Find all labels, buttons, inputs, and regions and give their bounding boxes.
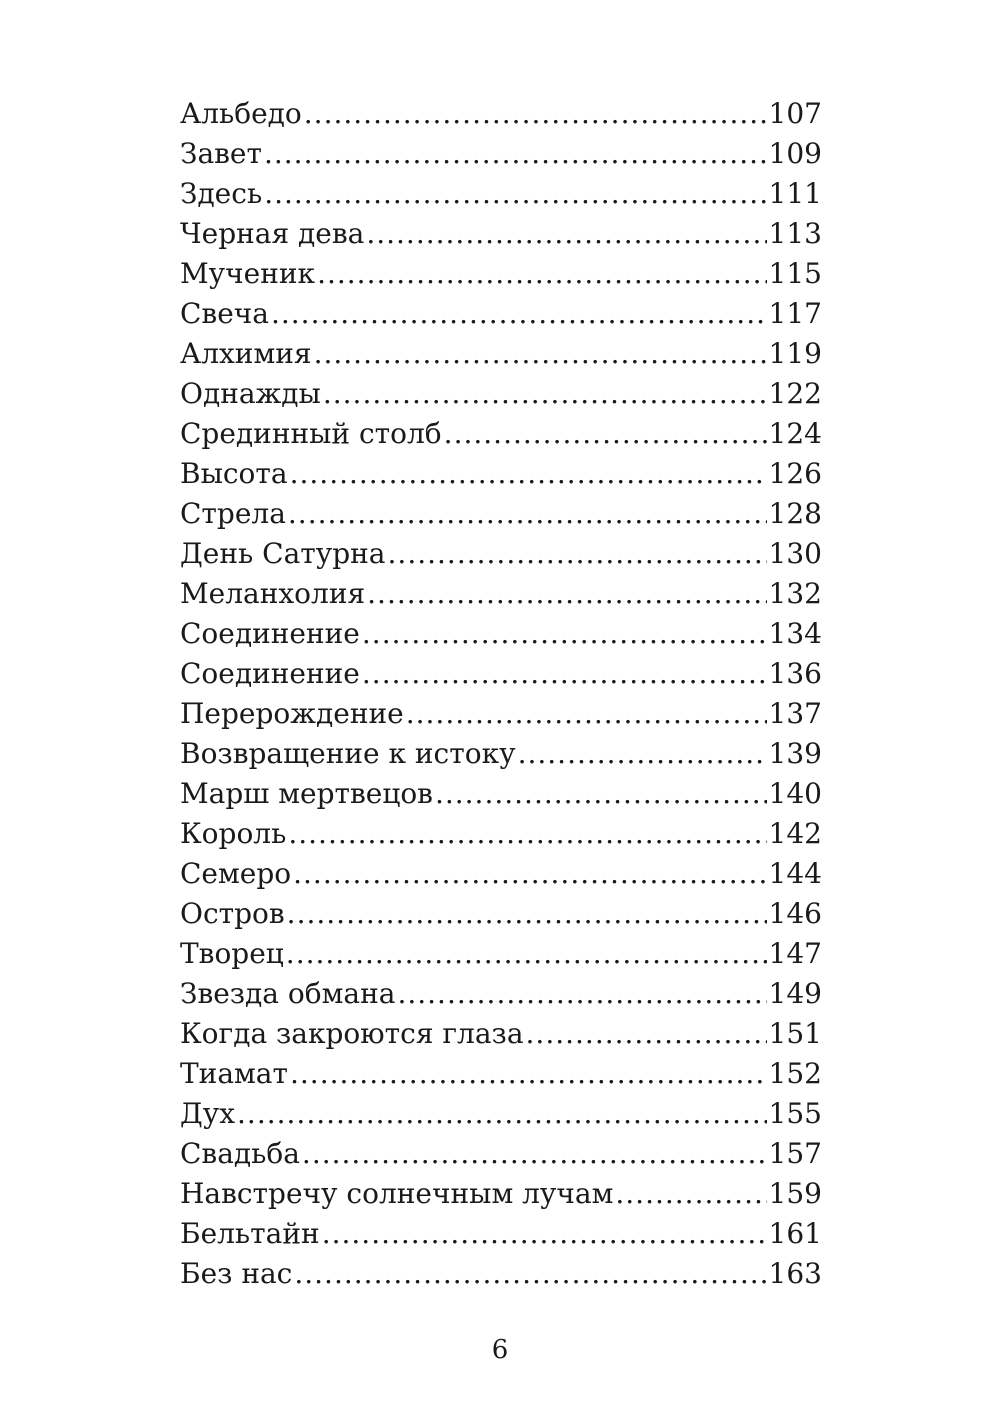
toc-entry-page: 124: [768, 417, 822, 450]
toc-entry-page: 111: [768, 177, 822, 210]
dot-leader: [406, 694, 767, 734]
toc-entry-page: 161: [768, 1217, 822, 1250]
toc-entry-title: Черная дева: [180, 217, 365, 250]
toc-entry: [180, 694, 822, 734]
toc-entry: [180, 374, 822, 414]
toc-entry-page: 139: [768, 737, 822, 770]
dot-leader: [302, 1134, 767, 1174]
toc-entry-title: Здесь: [180, 177, 263, 210]
toc-entry-title: Свеча: [180, 297, 269, 330]
toc-entry-title: Альбедо: [180, 97, 302, 130]
dot-leader: [314, 334, 767, 374]
toc-entry: [180, 1174, 822, 1214]
dot-leader: [526, 1014, 767, 1054]
toc-entry-page: 109: [768, 137, 822, 170]
toc-entry-title: Без нас: [180, 1257, 293, 1290]
dot-leader: [288, 814, 766, 854]
toc-entry: [180, 1054, 822, 1094]
toc-entry: [180, 974, 822, 1014]
toc-entry-title: Завет: [180, 137, 262, 170]
toc-entry-page: 144: [768, 857, 822, 890]
dot-leader: [323, 374, 767, 414]
dot-leader: [518, 734, 767, 774]
toc-entry-title: Мученик: [180, 257, 316, 290]
toc-entry: [180, 174, 822, 214]
dot-leader: [237, 1094, 767, 1134]
toc-entry-page: 152: [768, 1057, 822, 1090]
toc-entry: [180, 934, 822, 974]
toc-entry-title: Свадьба: [180, 1137, 300, 1170]
dot-leader: [388, 534, 767, 574]
toc-entry-title: Дух: [180, 1097, 236, 1130]
dot-leader: [288, 494, 767, 534]
toc-entry: [180, 134, 822, 174]
toc-entry-title: Соединение: [180, 657, 360, 690]
toc-entry-title: Бельтайн: [180, 1217, 320, 1250]
toc-entry-title: Высота: [180, 457, 288, 490]
dot-leader: [322, 1214, 767, 1254]
toc-entry: [180, 254, 822, 294]
toc-entry-page: 155: [768, 1097, 822, 1130]
toc-entry: [180, 454, 822, 494]
dot-leader: [435, 774, 767, 814]
table-of-contents: [180, 94, 822, 1294]
toc-entry-title: Меланхолия: [180, 577, 366, 610]
toc-entry: [180, 214, 822, 254]
toc-entry: [180, 854, 822, 894]
toc-entry: [180, 94, 822, 134]
dot-leader: [287, 894, 767, 934]
toc-entry-title: Творец: [180, 937, 284, 970]
toc-entry-title: Остров: [180, 897, 285, 930]
toc-entry-page: 130: [768, 537, 822, 570]
dot-leader: [293, 854, 766, 894]
toc-entry-title: Навстречу солнечным лучам: [180, 1177, 614, 1210]
toc-entry: [180, 494, 822, 534]
toc-entry: [180, 654, 822, 694]
toc-entry: [180, 1014, 822, 1054]
dot-leader: [264, 174, 766, 214]
dot-leader: [304, 94, 767, 134]
toc-entry: [180, 1214, 822, 1254]
dot-leader: [264, 134, 767, 174]
dot-leader: [286, 934, 767, 974]
toc-entry-page: 151: [768, 1017, 822, 1050]
toc-entry-title: Соединение: [180, 617, 360, 650]
toc-entry-page: 107: [768, 97, 822, 130]
toc-entry-title: Семеро: [180, 857, 292, 890]
dot-leader: [366, 214, 766, 254]
toc-entry-page: 142: [768, 817, 822, 850]
toc-entry-page: 113: [768, 217, 822, 250]
dot-leader: [397, 974, 766, 1014]
toc-entry-title: Тиамат: [180, 1057, 288, 1090]
toc-entry-page: 147: [768, 937, 822, 970]
toc-entry-page: 146: [768, 897, 822, 930]
toc-entry-page: 149: [768, 977, 822, 1010]
toc-entry-page: 157: [768, 1137, 822, 1170]
toc-entry: [180, 1094, 822, 1134]
toc-entry-title: Однажды: [180, 377, 321, 410]
toc-entry-page: 122: [768, 377, 822, 410]
toc-entry-page: 132: [768, 577, 822, 610]
toc-entry-title: Когда закроются глаза: [180, 1017, 524, 1050]
toc-entry-title: День Сатурна: [180, 537, 386, 570]
toc-entry-title: Срединный столб: [180, 417, 442, 450]
dot-leader: [615, 1174, 766, 1214]
toc-entry-page: 117: [768, 297, 822, 330]
dot-leader: [444, 414, 767, 454]
toc-entry: [180, 414, 822, 454]
toc-entry-page: 119: [768, 337, 822, 370]
toc-entry: [180, 1134, 822, 1174]
toc-entry-title: Король: [180, 817, 287, 850]
toc-entry-page: 136: [768, 657, 822, 690]
page-number: 6: [491, 1335, 509, 1365]
dot-leader: [362, 654, 767, 694]
toc-entry-page: 137: [768, 697, 822, 730]
toc-entry: [180, 814, 822, 854]
toc-entry-page: 159: [768, 1177, 822, 1210]
toc-entry: [180, 614, 822, 654]
toc-entry: [180, 774, 822, 814]
toc-entry-page: 140: [768, 777, 822, 810]
dot-leader: [362, 614, 767, 654]
dot-leader: [271, 294, 767, 334]
toc-entry: [180, 574, 822, 614]
toc-entry: [180, 894, 822, 934]
dot-leader: [317, 254, 766, 294]
dot-leader: [294, 1254, 766, 1294]
toc-entry-title: Алхимия: [180, 337, 312, 370]
toc-entry-title: Перерождение: [180, 697, 404, 730]
toc-entry: [180, 734, 822, 774]
toc-entry-title: Стрела: [180, 497, 286, 530]
toc-entry-page: 115: [768, 257, 822, 290]
toc-entry: [180, 1254, 822, 1294]
dot-leader: [290, 1054, 767, 1094]
toc-entry-page: 128: [768, 497, 822, 530]
dot-leader: [367, 574, 766, 614]
toc-entry: [180, 334, 822, 374]
toc-entry-title: Звезда обмана: [180, 977, 396, 1010]
toc-entry-title: Возвращение к истоку: [180, 737, 516, 770]
toc-entry: [180, 534, 822, 574]
toc-entry-title: Марш мертвецов: [180, 777, 433, 810]
toc-entry-page: 126: [768, 457, 822, 490]
dot-leader: [290, 454, 767, 494]
toc-entry-page: 134: [768, 617, 822, 650]
toc-entry-page: 163: [768, 1257, 822, 1290]
toc-entry: [180, 294, 822, 334]
